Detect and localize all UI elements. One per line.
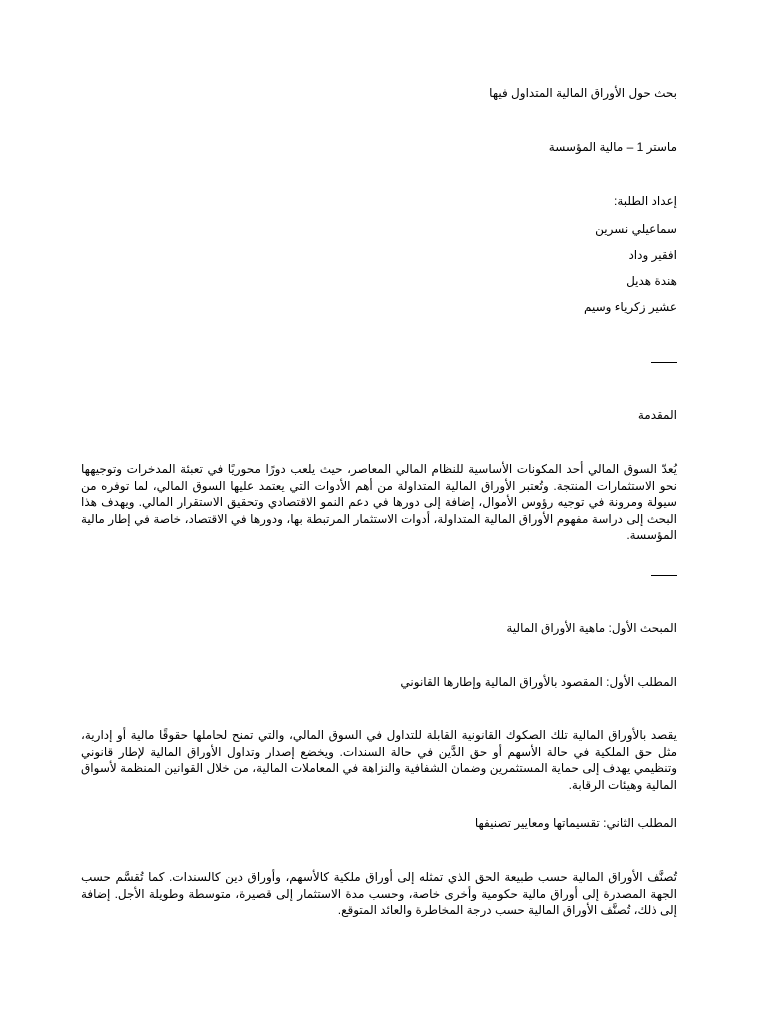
separator-rule (651, 362, 677, 363)
section1-sub2-heading: المطلب الثاني: تقسيماتها ومعايير تصنيفها (474, 816, 677, 830)
program-label: ماستر 1 – مالية المؤسسة (548, 140, 677, 154)
student-name: سماعيلي نسرين (595, 222, 677, 236)
document-title: بحث حول الأوراق المالية المتداول فيها (489, 86, 677, 100)
prepared-by-label: إعداد الطلبة: (614, 194, 677, 208)
intro-heading: المقدمة (637, 408, 677, 422)
section1-heading: المبحث الأول: ماهية الأوراق المالية (506, 621, 677, 635)
section1-sub1-paragraph: يقصد بالأوراق المالية تلك الصكوك القانونية القابلة للتداول في السوق المالي، والتي تمنح لحاملها حقوقًا مالية أو إدارية، مثل حق الملكية في حالة الأسهم أو حق الدَّين في حالة السندات. ويخضع إصدار وتداول الأوراق المالية لإطار قانوني وتنظيمي يهدف إلى حماية المستثمرين وضمان الشفافية والنزاهة في المعاملات المالية، من خلال القوانين المنظمة لأسواق المالية وهيئات الرقابة. (81, 728, 677, 792)
student-name: افقير وداد (628, 248, 677, 262)
student-name: عشير زكرياء وسيم (584, 300, 677, 314)
intro-paragraph: يُعدّ السوق المالي أحد المكونات الأساسية للنظام المالي المعاصر، حيث يلعب دورًا محوريًا في تعبئة المدخرات وتوجيهها نحو الاستثمارات المنتجة. وتُعتبر الأوراق المالية المتداولة من أهم الأدوات التي يعتمد عليها السوق المالي، لما توفره من سيولة ومرونة في توجيه رؤوس الأموال، إضافة إلى دورها في دعم النمو الاقتصادي وتحقيق الاستقرار المالي. ويهدف هذا البحث إلى دراسة مفهوم الأوراق المالية المتداولة، أدوات الاستثمار المرتبطة بها، ودورها في الاقتصاد، خاصة في إطار مالية المؤسسة. (81, 462, 677, 542)
section1-sub2-paragraph: تُصنَّف الأوراق المالية حسب طبيعة الحق الذي تمثله إلى أوراق ملكية كالأسهم، وأوراق دين كالسندات. كما تُقسَّم حسب الجهة المصدرة إلى أوراق مالية حكومية وأخرى خاصة، وحسب مدة الاستثمار إلى قصيرة، متوسطة وطويلة الأجل. إضافة إلى ذلك، تُصنَّف الأوراق المالية حسب درجة المخاطرة والعائد المتوقع. (81, 870, 677, 917)
student-name: هندة هديل (626, 274, 677, 288)
section1-sub1-heading: المطلب الأول: المقصود بالأوراق المالية وإطارها القانوني (400, 675, 677, 689)
separator-rule (651, 575, 677, 576)
